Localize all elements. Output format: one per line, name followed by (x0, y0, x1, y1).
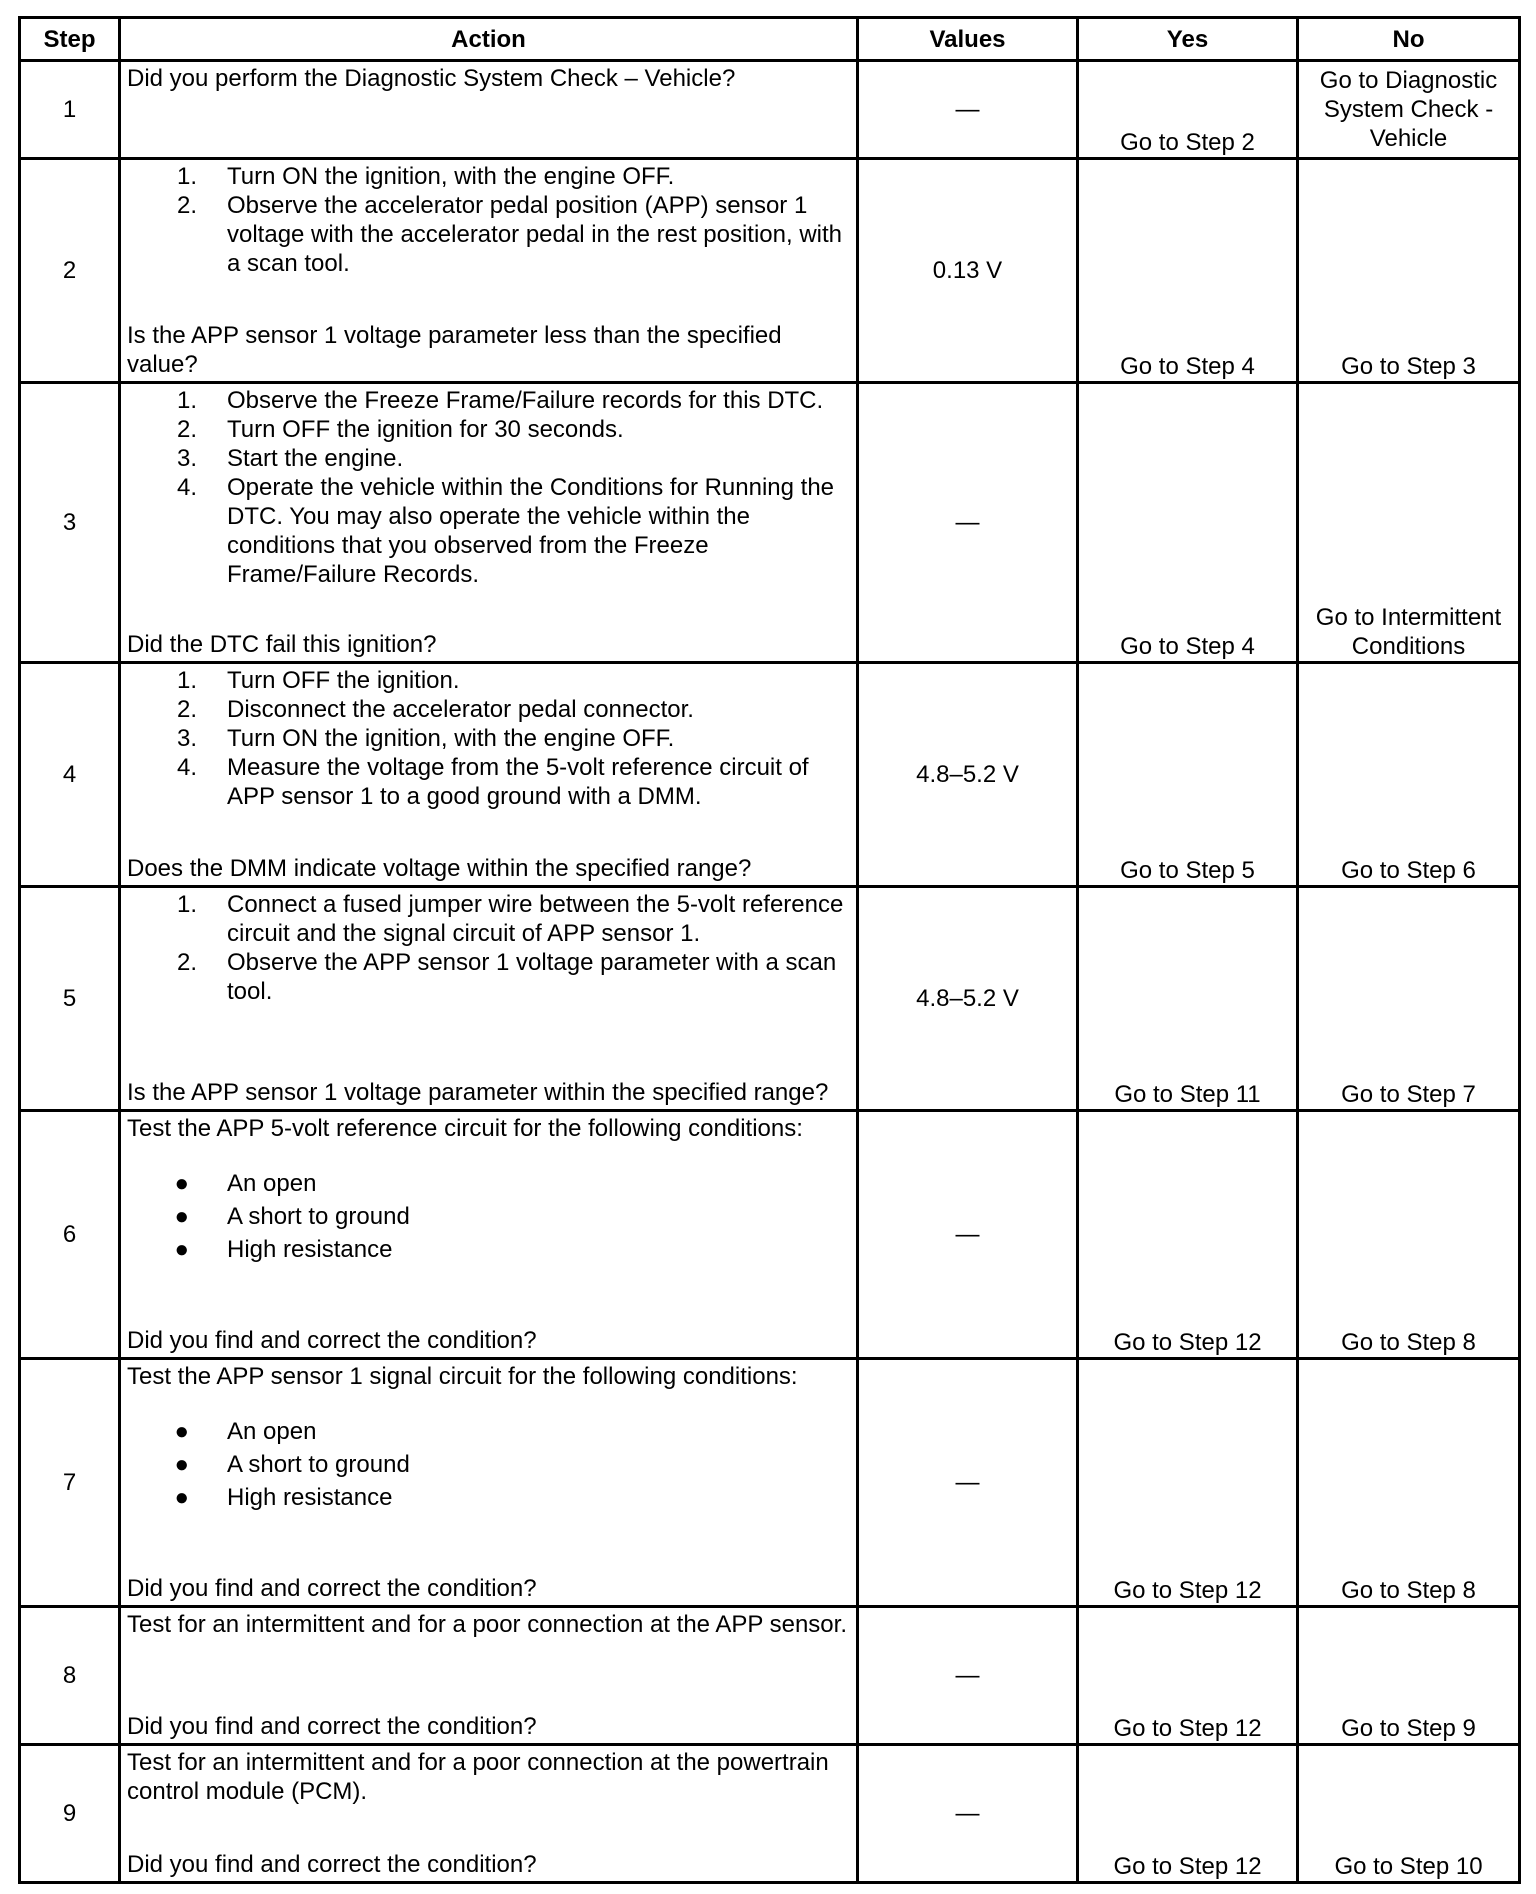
step-number: 2 (20, 159, 120, 383)
no-cell: Go to Step 7 (1298, 887, 1520, 1111)
step-number: 1 (20, 61, 120, 159)
no-cell: Go to Step 3 (1298, 159, 1520, 383)
yes-cell: Go to Step 12 (1078, 1359, 1298, 1607)
no-cell: Go to Step 10 (1298, 1745, 1520, 1883)
list-item (127, 695, 850, 724)
item-number: 1. (176, 163, 197, 190)
item-text: Turn OFF the ignition for 30 seconds. (227, 416, 624, 443)
action-question: Did you find and correct the condition? (127, 1713, 537, 1740)
table-row (20, 1607, 1520, 1745)
yes-cell: Go to Step 12 (1078, 1111, 1298, 1359)
item-text: Turn ON the ignition, with the engine OFF. (227, 163, 675, 190)
list-item (127, 1200, 850, 1233)
item-number: 2. (176, 696, 197, 723)
item-number: 1. (176, 387, 197, 414)
action-question: Is the APP sensor 1 voltage parameter within the specified range? (127, 1079, 829, 1106)
action-question: Did the DTC fail this ignition? (127, 631, 437, 658)
table-row (20, 1359, 1520, 1607)
item-text: Disconnect the accelerator pedal connector. (227, 696, 694, 723)
action-cell (120, 663, 858, 887)
item-number: 3. (176, 445, 197, 472)
step-number: 6 (20, 1111, 120, 1359)
value-cell: 0.13 V (858, 159, 1078, 383)
diagnostic-table (18, 16, 1521, 1884)
header-row (20, 18, 1520, 61)
action-intro: Test for an intermittent and for a poor connection at the APP sensor. (127, 1611, 847, 1638)
item-text: Measure the voltage from the 5-volt reference circuit of APP sensor 1 to a good ground with a DMM. (227, 754, 809, 810)
item-text: Operate the vehicle within the Conditions for Running the DTC. You may also operate the vehicle within the conditions that you observed from the Freeze Frame/Failure Records. (227, 474, 835, 588)
list-item (127, 753, 850, 811)
no-cell: Go to Diagnostic System Check - Vehicle (1298, 61, 1520, 159)
no-cell: Go to Intermittent Conditions (1298, 383, 1520, 663)
yes-cell: Go to Step 11 (1078, 887, 1298, 1111)
bullet-icon: ● (174, 1484, 189, 1511)
header-step: Step (20, 18, 120, 61)
value-cell: 4.8–5.2 V (858, 663, 1078, 887)
table-row (20, 1111, 1520, 1359)
action-cell (120, 1111, 858, 1359)
item-text: Observe the APP sensor 1 voltage parameter with a scan tool. (227, 949, 837, 1005)
item-text: Observe the Freeze Frame/Failure records for this DTC. (227, 387, 824, 414)
step-number: 8 (20, 1607, 120, 1745)
item-number: 2. (176, 416, 197, 443)
step-number: 4 (20, 663, 120, 887)
table-row (20, 159, 1520, 383)
item-text: Turn ON the ignition, with the engine OFF. (227, 725, 675, 752)
step-number: 5 (20, 887, 120, 1111)
action-cell (120, 1607, 858, 1745)
header-values: Values (858, 18, 1078, 61)
action-question: Did you find and correct the condition? (127, 1575, 537, 1602)
no-cell: Go to Step 8 (1298, 1359, 1520, 1607)
action-cell (120, 887, 858, 1111)
action-intro: Test for an intermittent and for a poor connection at the powertrain control module (PCM). (127, 1749, 829, 1805)
table-row (20, 383, 1520, 663)
item-number: 2. (176, 192, 197, 219)
value-cell: 4.8–5.2 V (858, 887, 1078, 1111)
value-cell: — (858, 383, 1078, 663)
step-number: 7 (20, 1359, 120, 1607)
bullet-icon: ● (174, 1203, 189, 1230)
item-number: 3. (176, 725, 197, 752)
no-cell: Go to Step 8 (1298, 1111, 1520, 1359)
step-number: 3 (20, 383, 120, 663)
item-text: An open (227, 1170, 317, 1197)
item-text: A short to ground (227, 1203, 410, 1230)
item-number: 2. (176, 949, 197, 976)
list-item (127, 666, 850, 695)
action-question: Did you perform the Diagnostic System Check – Vehicle? (127, 65, 736, 92)
item-number: 1. (176, 891, 197, 918)
action-cell (120, 1745, 858, 1883)
numbered-list (127, 890, 850, 1006)
list-item (127, 415, 850, 444)
numbered-list (127, 666, 850, 811)
bullet-icon: ● (174, 1451, 189, 1478)
action-question: Is the APP sensor 1 voltage parameter less than the specified value? (127, 322, 782, 378)
item-text: Connect a fused jumper wire between the 5-volt reference circuit and the signal circuit of APP sensor 1. (227, 891, 844, 947)
bullet-icon: ● (174, 1236, 189, 1263)
list-item (127, 473, 850, 589)
table-row (20, 1745, 1520, 1883)
item-number: 4. (176, 474, 197, 501)
action-question: Does the DMM indicate voltage within the specified range? (127, 855, 752, 882)
action-intro: Test the APP sensor 1 signal circuit for the following conditions: (127, 1363, 798, 1390)
action-question: Did you find and correct the condition? (127, 1327, 537, 1354)
no-cell: Go to Step 6 (1298, 663, 1520, 887)
numbered-list (127, 162, 850, 278)
action-question: Did you find and correct the condition? (127, 1851, 537, 1878)
action-cell (120, 383, 858, 663)
list-item (127, 948, 850, 1006)
bullet-list (127, 1167, 850, 1266)
header-no: No (1298, 18, 1520, 61)
item-text: A short to ground (227, 1451, 410, 1478)
list-item (127, 724, 850, 753)
value-cell: — (858, 1111, 1078, 1359)
list-item (127, 1415, 850, 1448)
list-item (127, 386, 850, 415)
no-cell: Go to Step 9 (1298, 1607, 1520, 1745)
yes-cell: Go to Step 5 (1078, 663, 1298, 887)
numbered-list (127, 386, 850, 589)
list-item (127, 1233, 850, 1266)
list-item (127, 1481, 850, 1514)
yes-cell: Go to Step 2 (1078, 61, 1298, 159)
table-row (20, 663, 1520, 887)
bullet-icon: ● (174, 1170, 189, 1197)
yes-cell: Go to Step 12 (1078, 1745, 1298, 1883)
yes-cell: Go to Step 4 (1078, 383, 1298, 663)
list-item (127, 1167, 850, 1200)
value-cell: — (858, 61, 1078, 159)
list-item (127, 444, 850, 473)
value-cell: — (858, 1607, 1078, 1745)
list-item (127, 162, 850, 191)
action-cell (120, 159, 858, 383)
action-intro: Test the APP 5-volt reference circuit for the following conditions: (127, 1115, 803, 1142)
value-cell: — (858, 1745, 1078, 1883)
value-cell: — (858, 1359, 1078, 1607)
item-text: High resistance (227, 1484, 393, 1511)
list-item (127, 1448, 850, 1481)
table-row (20, 61, 1520, 159)
item-text: Turn OFF the ignition. (227, 667, 460, 694)
action-cell (120, 1359, 858, 1607)
header-action: Action (120, 18, 858, 61)
action-cell (120, 61, 858, 159)
item-text: High resistance (227, 1236, 393, 1263)
yes-cell: Go to Step 4 (1078, 159, 1298, 383)
item-text: Observe the accelerator pedal position (APP) sensor 1 voltage with the accelerator pedal in the rest position, with a scan tool. (227, 192, 843, 277)
header-yes: Yes (1078, 18, 1298, 61)
bullet-list (127, 1415, 850, 1514)
yes-cell: Go to Step 12 (1078, 1607, 1298, 1745)
item-number: 4. (176, 754, 197, 781)
list-item (127, 191, 850, 278)
item-text: An open (227, 1418, 317, 1445)
table-row (20, 887, 1520, 1111)
step-number: 9 (20, 1745, 120, 1883)
item-text: Start the engine. (227, 445, 404, 472)
bullet-icon: ● (174, 1418, 189, 1445)
list-item (127, 890, 850, 948)
item-number: 1. (176, 667, 197, 694)
